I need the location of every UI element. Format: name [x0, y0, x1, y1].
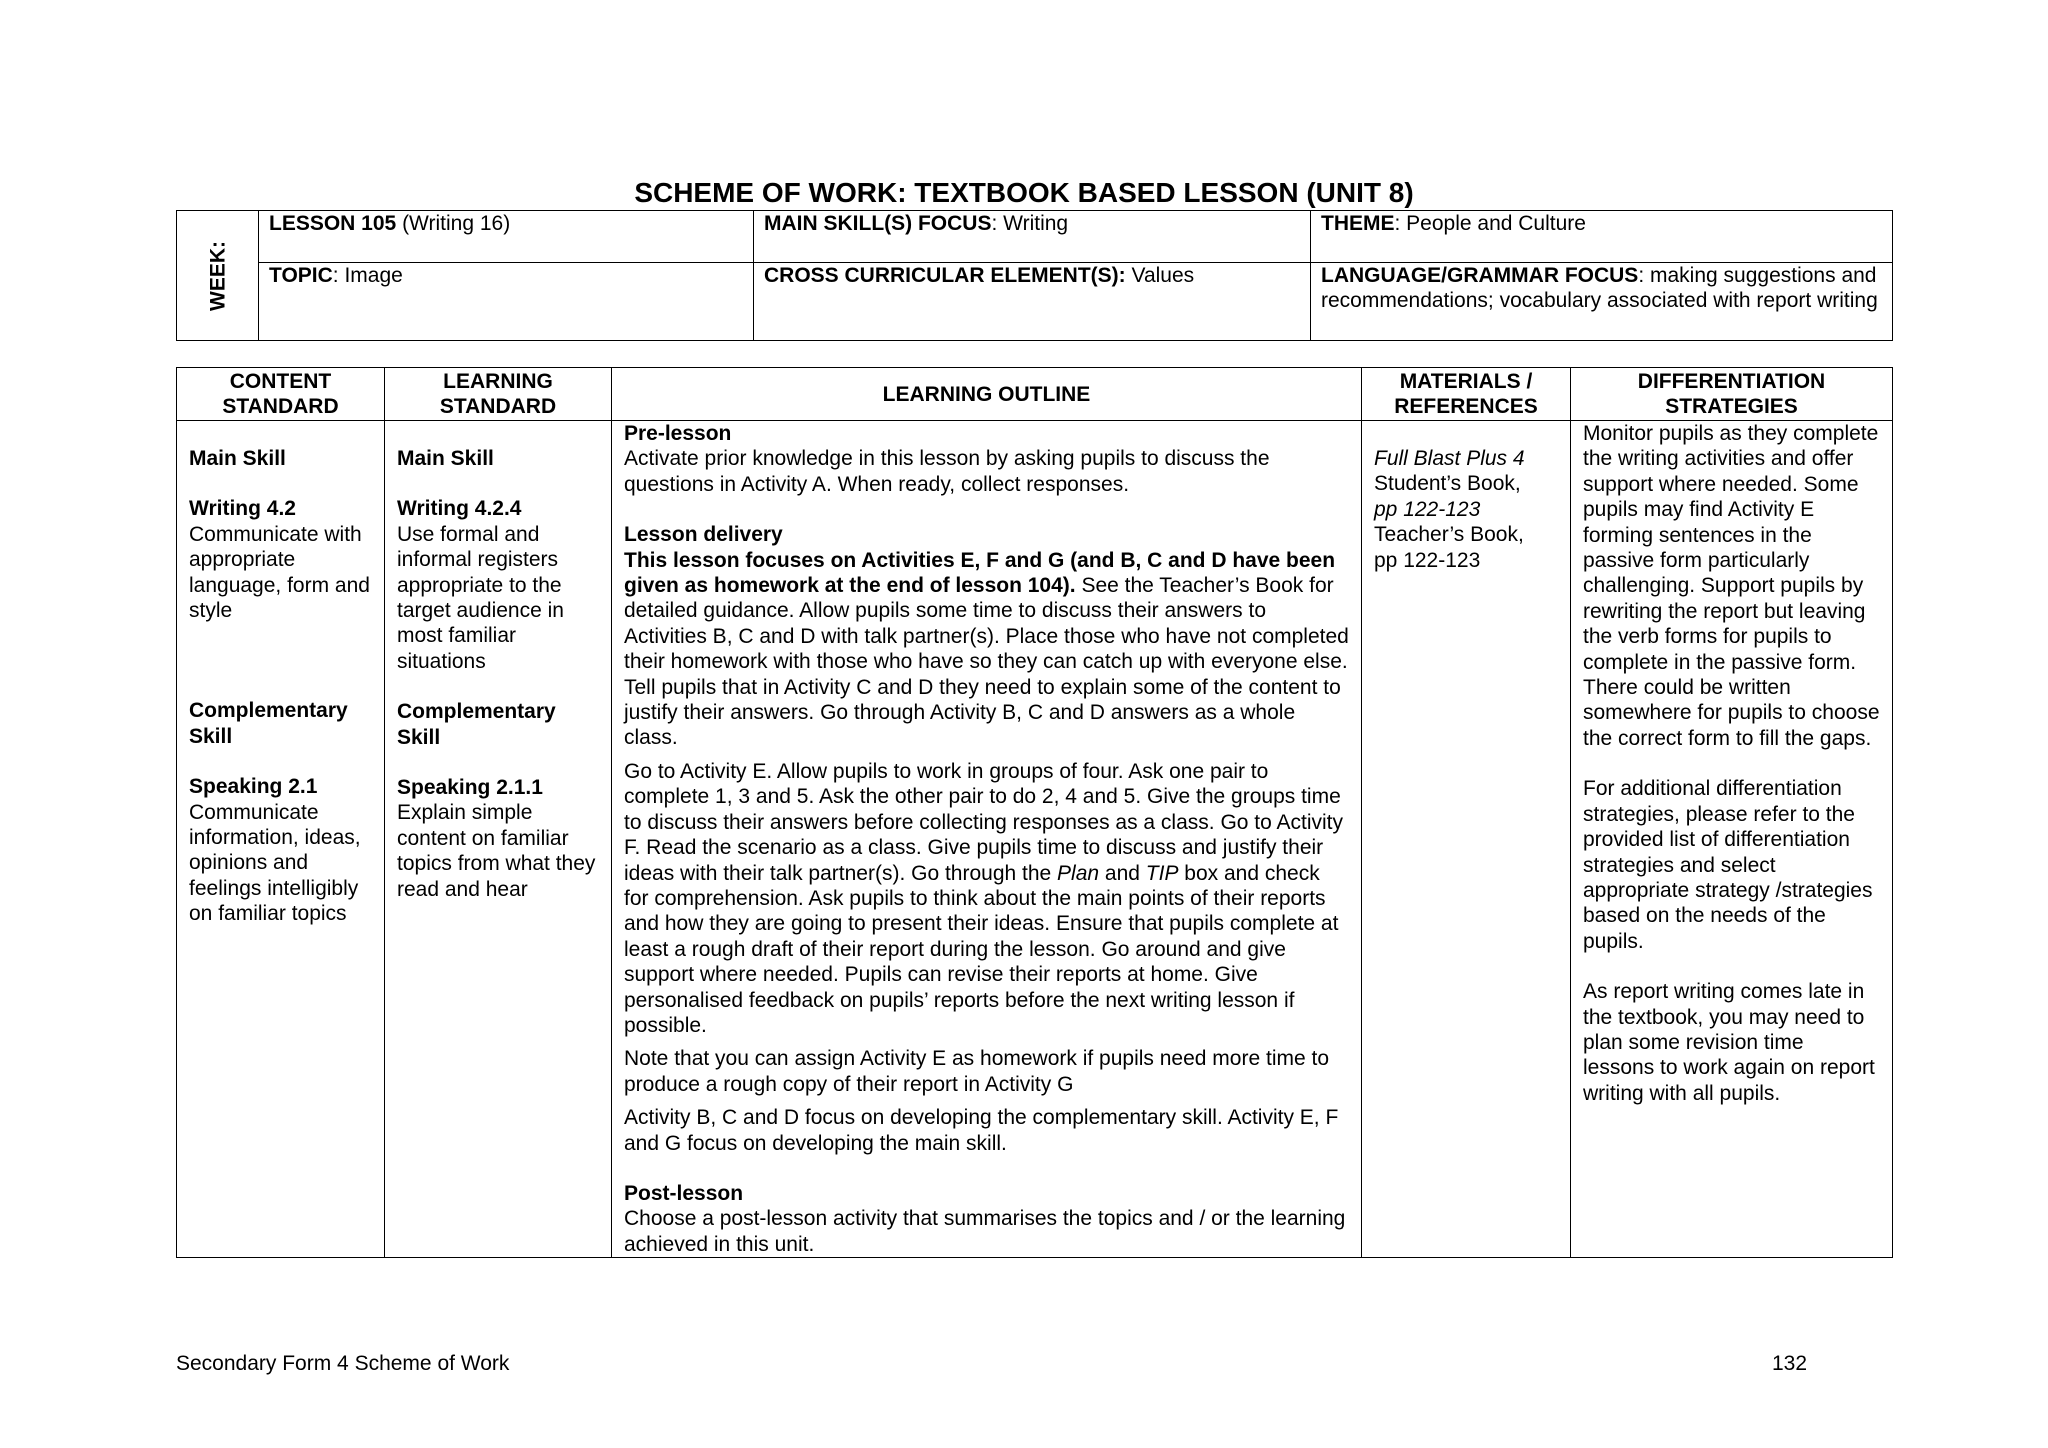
language-focus-cell	[1311, 263, 1893, 341]
main-skill-focus-cell	[754, 211, 1311, 263]
topic-label: TOPIC	[269, 264, 333, 287]
tip-word: TIP	[1145, 861, 1179, 885]
page-title: SCHEME OF WORK: TEXTBOOK BASED LESSON (UNIT 8)	[634, 177, 1414, 208]
differentiation-paragraph-2: For additional differentiation strategies, please refer to the provided list of differentiation strategies and select appropriate strategy /strategies based on the needs of the pupils.	[1583, 777, 1873, 953]
differentiation-cell	[1571, 421, 1893, 1258]
learning-writing-code: Writing 4.2.4	[397, 497, 522, 521]
book-title: Full Blast Plus 4	[1374, 447, 1525, 470]
content-complementary-heading: Complementary Skill	[189, 699, 348, 748]
topic-value: : Image	[332, 264, 403, 287]
week-label: WEEK:	[206, 240, 229, 311]
and-word: and	[1099, 861, 1146, 885]
col-header-differentiation: DIFFERENTIATION STRATEGIES	[1571, 368, 1893, 421]
differentiation-paragraph-1: Monitor pupils as they complete the writing activities and offer support where needed. Some pupils may find Activity E forming sentences in the passive form particularly challenging. Support pupils by rewriting the report but leaving the verb forms for pupils to complete in the passive form. There could be written somewhere for pupils to choose the correct form to fill the gaps.	[1583, 422, 1880, 750]
content-writing-code: Writing 4.2	[189, 497, 296, 521]
activity-e-text: Go to Activity E. Allow pupils to work in groups of four. Ask one pair to complete 1, 3 and 5. Ask the other pair to do 2, 4 and 5. Give the groups time to discuss their answers before collecting responses as a class. Go to Activity F. Read the scenario as a class. Give pupils time to discuss and justify their ideas with their talk partner(s). Go through the	[624, 759, 1343, 885]
learning-complementary-heading: Complementary Skill	[397, 700, 556, 749]
lesson-cell	[259, 211, 754, 263]
content-speaking-text: Communicate information, ideas, opinions and feelings intelligibly on familiar topics	[189, 800, 361, 926]
teachers-book: Teacher’s Book,	[1374, 523, 1524, 547]
differentiation-paragraph-3: As report writing comes late in the textbook, you may need to plan some revision time lessons to work again on report writing with all pupils.	[1583, 980, 1875, 1105]
lesson-delivery-text: See the Teacher’s Book for detailed guidance. Allow pupils some time to discuss their answers to Activities B, C and D with talk partner(s). Place those who have not completed their homework with those who have so they can catch up with everyone else. Tell pupils that in Activity C and D they need to explain some of the content to justify their answers. Go through Activity B, C and D answers as a whole class.	[624, 574, 1349, 750]
lesson-plan-table	[176, 367, 1893, 1258]
main-skill-focus-value: : Writing	[991, 212, 1069, 235]
theme-cell	[1311, 211, 1893, 263]
homework-note: Note that you can assign Activity E as homework if pupils need more time to produce a rough copy of their report in Activity G	[624, 1047, 1330, 1096]
learning-speaking-text: Explain simple content on familiar topics from what they read and hear	[397, 801, 596, 901]
activity-e-text-cont: box and check for comprehension. Ask pupils to think about the main points of their reports and how they are going to present their ideas. Ensure that pupils complete at least a rough draft of their report during the lesson. Go around and give support where needed. Pupils can revise their reports at home. Give personalised feedback on pupils’ reports before the next writing lesson if possible.	[624, 861, 1339, 1037]
theme-value: : People and Culture	[1394, 212, 1586, 235]
lesson-delivery-paragraph	[624, 548, 1349, 751]
col-header-content-standard: CONTENT STANDARD	[177, 368, 385, 421]
content-row	[177, 421, 1893, 1258]
plan-word: Plan	[1057, 861, 1100, 885]
content-speaking-code: Speaking 2.1	[189, 775, 318, 799]
materials-cell	[1362, 421, 1571, 1258]
students-book-pages: pp 122-123	[1374, 497, 1481, 521]
main-skill-focus-label: MAIN SKILL(S) FOCUS	[764, 212, 992, 235]
col-header-learning-standard: LEARNING STANDARD	[385, 368, 612, 421]
learning-outline-cell	[612, 421, 1362, 1258]
activity-e-paragraph	[624, 759, 1349, 1038]
pre-lesson-heading: Pre-lesson	[624, 422, 732, 445]
topic-cell	[259, 263, 754, 341]
lesson-value: (Writing 16)	[396, 212, 511, 235]
footer-document-name: Secondary Form 4 Scheme of Work	[176, 1352, 510, 1375]
learning-speaking-code: Speaking 2.1.1	[397, 776, 543, 800]
cross-curricular-cell	[754, 263, 1311, 341]
lesson-label: LESSON 105	[269, 212, 397, 235]
lesson-delivery-heading: Lesson delivery	[624, 523, 783, 547]
lesson-header-table	[176, 210, 1893, 341]
students-book: Student’s Book,	[1374, 472, 1521, 496]
col-header-materials: MATERIALS / REFERENCES	[1362, 368, 1571, 421]
content-main-skill-heading: Main Skill	[189, 447, 286, 470]
week-cell	[177, 211, 259, 341]
lesson-delivery-bold: This lesson focuses on Activities E, F and G (and B, C and D have been given as homework at the end of lesson 104).	[624, 548, 1336, 598]
learning-standard-cell	[385, 421, 612, 1258]
language-focus-label: LANGUAGE/GRAMMAR FOCUS	[1321, 264, 1639, 287]
post-lesson-text: Choose a post-lesson activity that summarises the topics and / or the learning achieved in this unit.	[624, 1207, 1346, 1256]
pre-lesson-text: Activate prior knowledge in this lesson by asking pupils to discuss the questions in Activity A. When ready, collect responses.	[624, 447, 1270, 496]
cross-curricular-value: Values	[1125, 264, 1195, 287]
column-header-row	[177, 368, 1893, 421]
learning-main-skill-heading: Main Skill	[397, 447, 494, 470]
theme-label: THEME	[1321, 212, 1395, 235]
content-writing-text: Communicate with appropriate language, form and style	[189, 522, 370, 623]
footer-page-number: 132	[1772, 1352, 1808, 1375]
post-lesson-heading: Post-lesson	[624, 1181, 744, 1205]
focus-note: Activity B, C and D focus on developing the complementary skill. Activity E, F and G focus on developing the main skill.	[624, 1106, 1339, 1155]
teachers-book-pages: pp 122-123	[1374, 548, 1481, 572]
learning-writing-text: Use formal and informal registers appropriate to the target audience in most familiar situations	[397, 522, 564, 673]
col-header-learning-outline: LEARNING OUTLINE	[612, 368, 1362, 421]
language-focus-value: : making suggestions and recommendations; vocabulary associated with report writing	[1321, 264, 1878, 312]
content-standard-cell	[177, 421, 385, 1258]
cross-curricular-label: CROSS CURRICULAR ELEMENT(S):	[764, 264, 1126, 287]
